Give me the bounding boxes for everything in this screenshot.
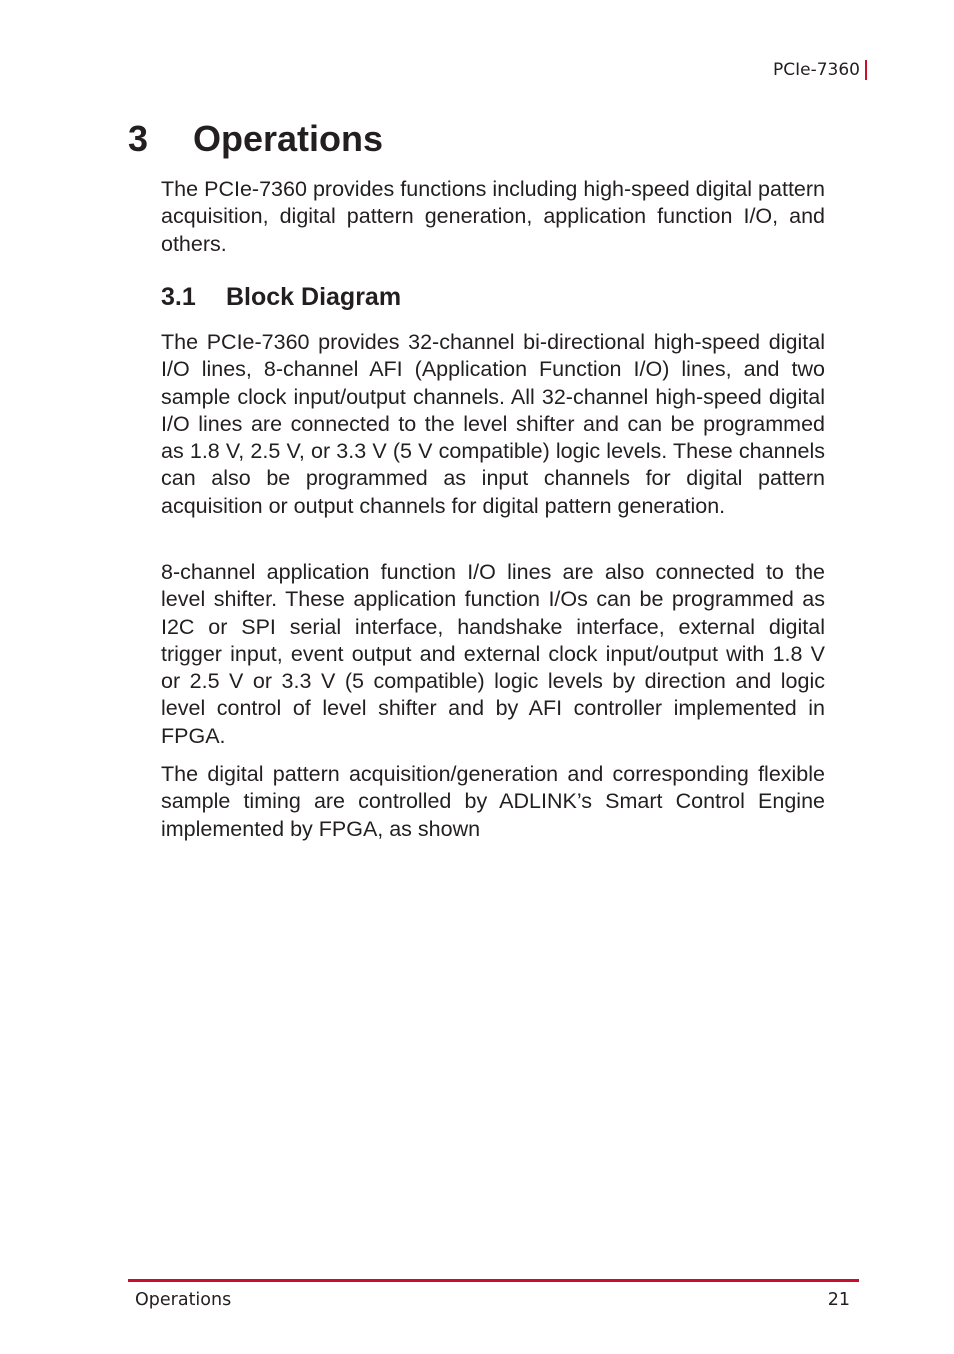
body-paragraph: 8-channel application function I/O lines are also connected to the level shifter. These application function I/Os can be programmed as I2C or SPI serial interface, handshake interface, external digital trigger input, event output and external clock input/output with 1.8 V or 2.5 V or 3.3 V (5 compatible) logic levels by direction and logic level control of level shifter and by AFI controller implemented in FPGA. — [161, 560, 825, 748]
chapter-heading — [128, 118, 383, 160]
header-accent-bar — [865, 60, 867, 80]
chapter-intro-paragraph: The PCIe-7360 provides functions including high-speed digital pattern acquisition, digital pattern generation, application function I/O, and others. — [161, 177, 825, 256]
section-body-3 — [161, 761, 825, 843]
section-number: 3.1 — [161, 283, 196, 311]
footer-section-name: Operations — [135, 1290, 232, 1310]
chapter-intro-block — [161, 176, 825, 258]
chapter-title: Operations — [193, 118, 384, 159]
section-body-1 — [161, 329, 825, 520]
running-header — [773, 60, 867, 80]
footer-page-number: 21 — [827, 1290, 850, 1310]
chapter-number: 3 — [128, 118, 149, 159]
section-title: Block Diagram — [226, 283, 402, 311]
section-body-2 — [161, 559, 825, 750]
footer-rule — [128, 1279, 859, 1282]
header-product-name: PCIe-7360 — [773, 60, 860, 80]
body-paragraph: The digital pattern acquisition/generation and corresponding flexible sample timing are controlled by ADLINK’s Smart Control Engine implemented by FPGA, as shown — [161, 762, 825, 841]
body-paragraph: The PCIe-7360 provides 32-channel bi-directional high-speed digital I/O lines, 8-channel AFI (Application Function I/O) lines, and two sample clock input/output channels. All 32-channel high-speed digital I/O lines are connected to the level shifter and can be programmed as 1.8 V, 2.5 V, or 3.3 V (5 V compatible) logic levels. These channels can also be programmed as input channels for digital pattern acquisition or output channels for digital pattern generation. — [161, 330, 825, 518]
section-heading — [161, 283, 401, 312]
